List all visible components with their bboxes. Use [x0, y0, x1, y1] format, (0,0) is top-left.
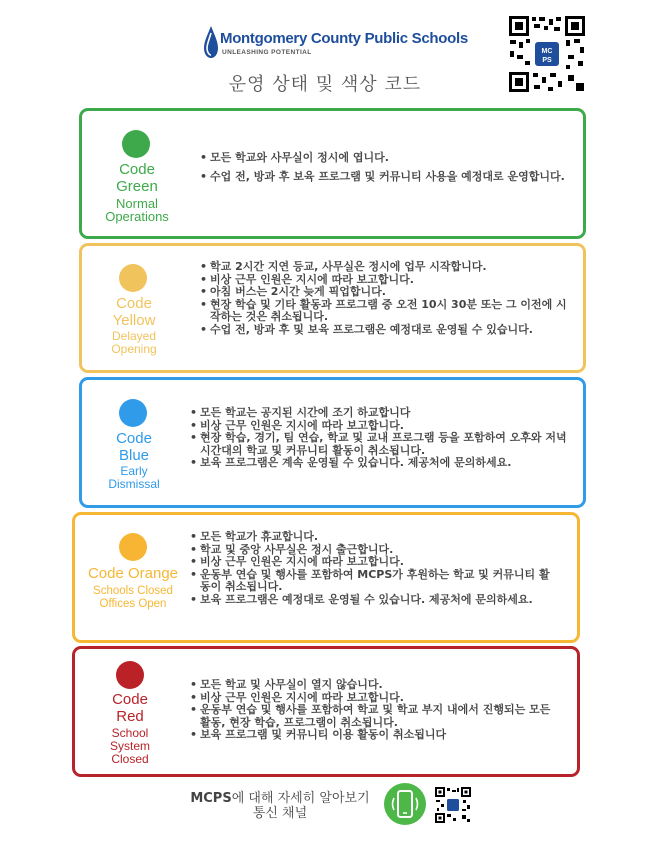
qr-code-icon[interactable]	[508, 15, 586, 93]
list-item: • 비상 근무 인원은 지시에 따라 보고합니다.	[200, 274, 570, 287]
code-subtitle-line: Closed	[111, 752, 149, 766]
code-subtitle-line: School	[111, 726, 149, 740]
status-card-yellow	[79, 243, 586, 373]
list-item: • 수업 전, 방과 후 보육 프로그램 및 커뮤니티 사용을 예정대로 운영합니다.	[200, 168, 570, 185]
status-dot-red	[116, 661, 144, 689]
status-dot-yellow	[119, 264, 147, 292]
logo-name: Montgomery County Public Schools	[220, 30, 468, 47]
svg-text:PS: PS	[542, 57, 552, 64]
code-word: Code	[119, 161, 155, 178]
list-item: • 보육 프로그램 및 커뮤니티 이용 활동이 취소됩니다	[190, 729, 560, 742]
status-dot-orange	[119, 533, 147, 561]
status-card-green	[79, 108, 586, 239]
status-card-orange	[72, 512, 580, 643]
status-item-list	[200, 261, 570, 336]
qr-code-small-icon[interactable]	[435, 787, 471, 823]
phone-icon[interactable]	[383, 782, 427, 826]
code-label-yellow	[84, 295, 184, 356]
status-item-list	[190, 679, 560, 742]
mcps-logo[interactable]	[204, 24, 468, 64]
code-label-red	[80, 691, 180, 766]
code-label-blue	[84, 430, 184, 491]
footer-line-2: 통신 채널	[252, 806, 308, 821]
code-subtitle-line: Offices Open	[99, 598, 167, 610]
list-item: • 운동부 연습 및 행사를 포함하여 MCPS가 후원하는 학교 및 커뮤니티 활동이 취소됩니다.	[190, 569, 560, 594]
code-subtitle-line: Operations	[105, 209, 169, 224]
list-item: • 학교 및 중앙 사무실은 정시 출근합니다.	[190, 544, 560, 557]
code-label-orange	[75, 565, 191, 611]
status-item-list	[190, 531, 560, 606]
code-name: Yellow	[112, 312, 156, 329]
status-card-blue	[79, 377, 586, 508]
code-name: Red	[116, 708, 144, 725]
list-item: • 수업 전, 방과 후 및 보육 프로그램은 예정대로 운영될 수 있습니다.	[200, 324, 570, 337]
footer-line-1-text: 에 대해 자세히 알아보기	[231, 791, 370, 806]
code-subtitle-line: Delayed	[111, 329, 157, 343]
list-item: • 현장 학습 및 기타 활동과 프로그램 중 오전 10시 30분 또는 그 이전에 시작하는 것은 취소됩니다.	[200, 299, 570, 324]
code-word: Code	[116, 295, 152, 312]
list-item: • 비상 근무 인원은 지시에 따라 보고합니다.	[190, 556, 560, 569]
code-word: Code Orange	[87, 565, 179, 582]
code-name: Green	[116, 178, 158, 195]
list-item: • 운동부 연습 및 행사를 포함하여 학교 및 학교 부지 내에서 진행되는 모든 활동, 현장 학습, 프로그램이 취소됩니다.	[190, 704, 560, 729]
list-item: • 모든 학교 및 사무실이 열지 않습니다.	[190, 679, 560, 692]
list-item: • 현장 학습, 경기, 팀 연습, 학교 및 교내 프로그램 등을 포함하여 오후와 저녁 시간대의 학교 및 커뮤니티 활동이 취소됩니다.	[190, 432, 575, 457]
logo-tagline: UNLEASHING POTENTIAL	[222, 49, 312, 56]
code-word: Code	[116, 430, 152, 447]
footer-line-1	[160, 791, 400, 806]
code-word: Code	[112, 691, 148, 708]
code-subtitle-line: Schools Closed	[93, 585, 173, 597]
code-name: Blue	[118, 447, 150, 464]
list-item: • 모든 학교와 사무실이 정시에 엽니다.	[200, 151, 570, 164]
page-title: 운영 상태 및 색상 코드	[228, 74, 422, 95]
code-subtitle-line: Opening	[111, 342, 157, 356]
water-drop-logo-icon	[204, 26, 218, 58]
status-item-list	[200, 151, 570, 185]
code-subtitle-line: Early	[120, 464, 148, 478]
list-item: • 학교 2시간 지연 등교, 사무실은 정시에 업무 시작합니다.	[200, 261, 570, 274]
list-item: • 보육 프로그램은 계속 운영될 수 있습니다. 제공처에 문의하세요.	[190, 457, 575, 470]
code-label-green	[87, 161, 187, 223]
status-dot-blue	[119, 399, 147, 427]
code-subtitle-line: Dismissal	[108, 477, 160, 491]
status-dot-green	[122, 130, 150, 158]
list-item: • 모든 학교는 공지된 시간에 조기 하교합니다	[190, 407, 575, 420]
footer-learn-more[interactable]	[160, 791, 400, 821]
code-subtitle-line: Normal	[116, 196, 158, 211]
list-item: • 비상 근무 인원은 지시에 따라 보고합니다.	[190, 420, 575, 433]
list-item: • 보육 프로그램은 예정대로 운영될 수 있습니다. 제공처에 문의하세요.	[190, 594, 560, 607]
svg-text:MC: MC	[541, 48, 553, 55]
status-item-list	[190, 407, 575, 470]
code-subtitle-line: System	[109, 739, 150, 753]
list-item: • 비상 근무 인원은 지시에 따라 보고합니다.	[190, 692, 560, 705]
list-item: • 모든 학교가 휴교합니다.	[190, 531, 560, 544]
list-item: • 아침 버스는 2시간 늦게 픽업합니다.	[200, 286, 570, 299]
footer-brand: MCPS	[190, 791, 232, 806]
status-card-red	[72, 646, 580, 777]
